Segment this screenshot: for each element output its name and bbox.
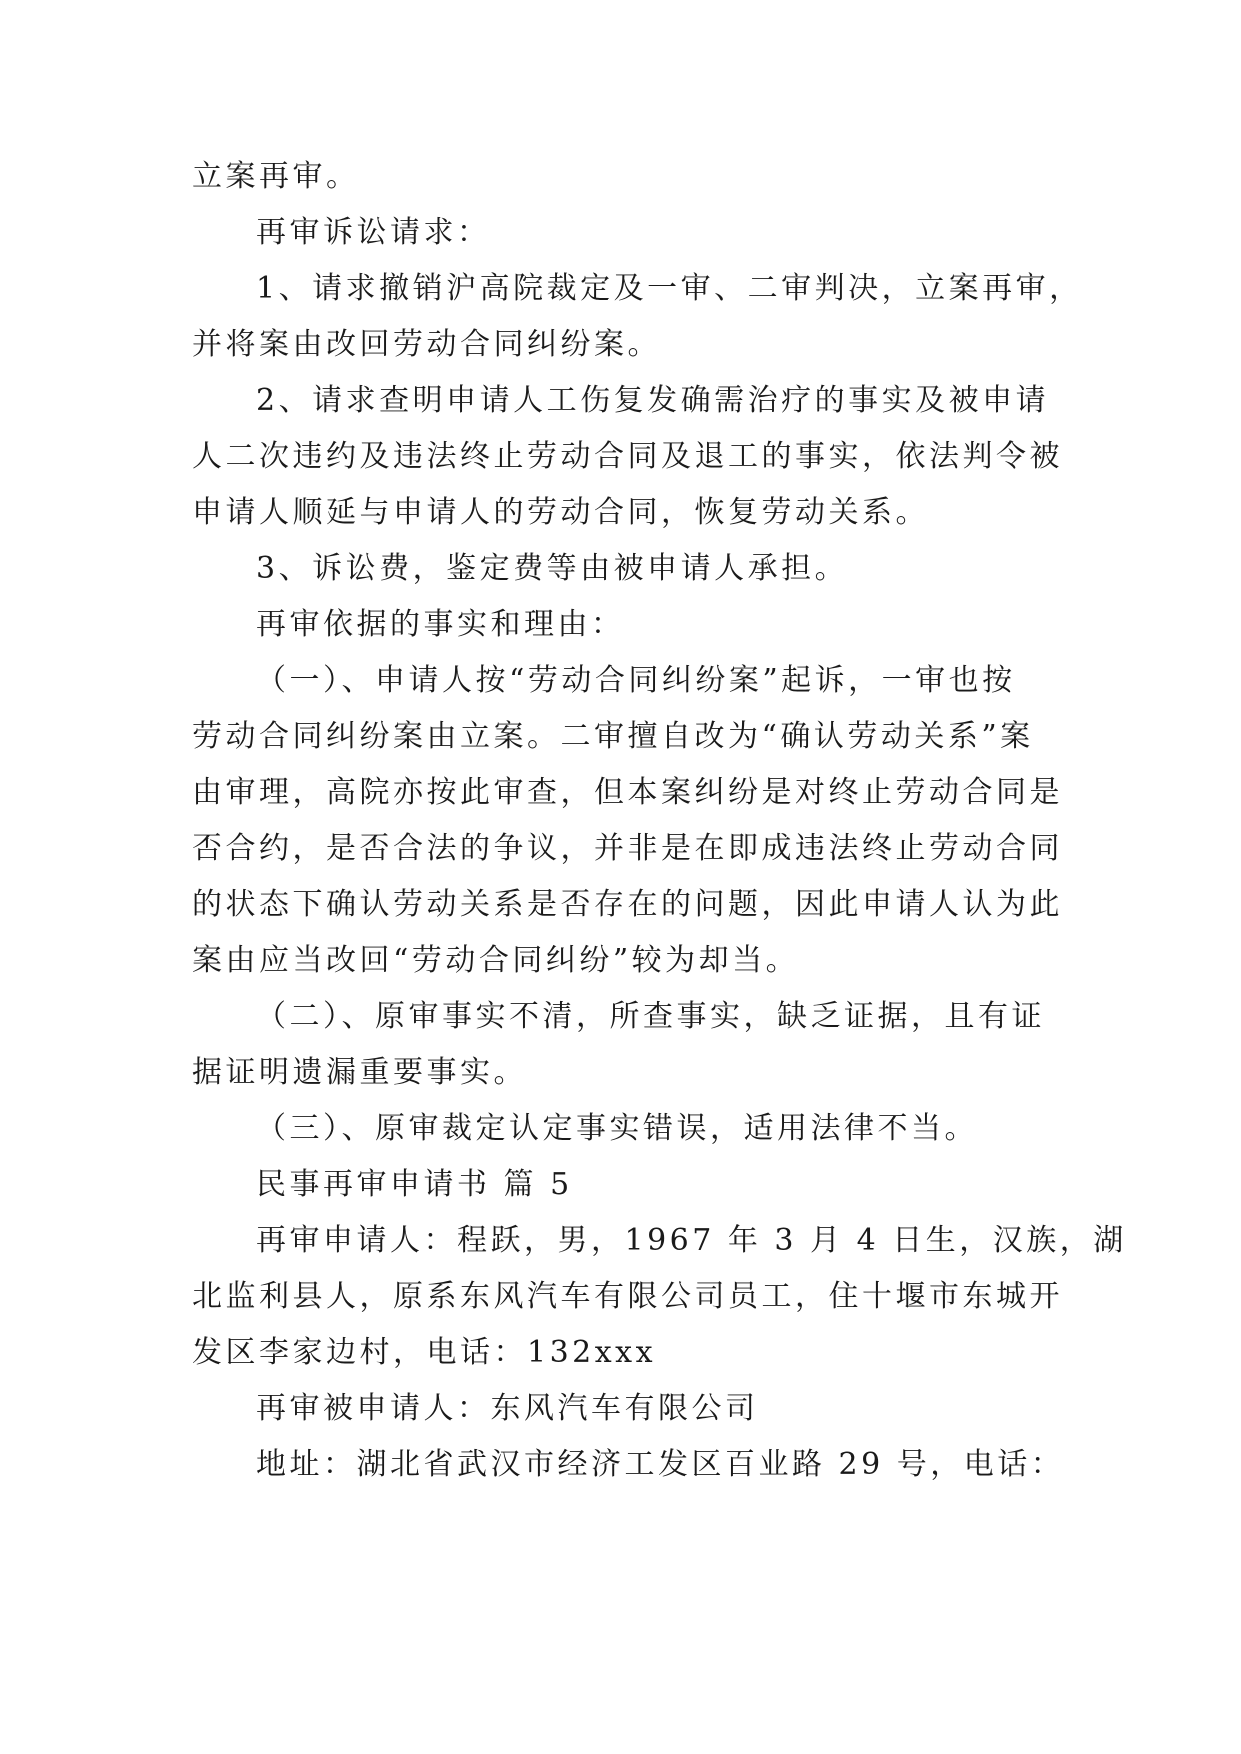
text-line: 据证明遗漏重要事实。	[192, 1055, 527, 1090]
text-line: 再审申请人：程跃，男，1967 年 3 月 4 日生，汉族，湖	[256, 1223, 1127, 1258]
article-title: 民事再审申请书 篇 5	[256, 1167, 573, 1202]
text-line: 人二次违约及违法终止劳动合同及退工的事实，依法判令被	[192, 439, 1063, 474]
text-line: 由审理，高院亦按此审查，但本案纠纷是对终止劳动合同是	[192, 775, 1063, 810]
text-line: 发区李家边村，电话：132xxx	[192, 1335, 657, 1370]
text-line: 否合约，是否合法的争议，并非是在即成违法终止劳动合同	[192, 831, 1063, 866]
text-line: （一）、申请人按“劳动合同纠纷案”起诉，一审也按	[256, 663, 1016, 698]
text-line: 并将案由改回劳动合同纠纷案。	[192, 327, 661, 362]
text-line: 地址：湖北省武汉市经济工发区百业路 29 号，电话：	[256, 1447, 1065, 1482]
text-line: 的状态下确认劳动关系是否存在的问题，因此申请人认为此	[192, 887, 1063, 922]
text-line: 2、请求查明申请人工伤复发确需治疗的事实及被申请	[256, 383, 1050, 418]
text-line: （三）、原审裁定认定事实错误，适用法律不当。	[256, 1111, 978, 1146]
text-line: 3、诉讼费，鉴定费等由被申请人承担。	[256, 551, 849, 586]
text-line: 北监利县人，原系东风汽车有限公司员工，住十堰市东城开	[192, 1279, 1063, 1314]
text-line: 案由应当改回“劳动合同纠纷”较为却当。	[192, 943, 800, 978]
text-line: 再审被申请人：东风汽车有限公司	[256, 1391, 759, 1426]
text-line: （二）、原审事实不清，所查事实，缺乏证据，且有证	[256, 999, 1045, 1034]
section-heading: 再审诉讼请求：	[256, 215, 491, 250]
text-line: 立案再审。	[192, 159, 360, 194]
section-heading: 再审依据的事实和理由：	[256, 607, 625, 642]
text-line: 申请人顺延与申请人的劳动合同，恢复劳动关系。	[192, 495, 929, 530]
text-line: 劳动合同纠纷案由立案。二审擅自改为“确认劳动关系”案	[192, 719, 1034, 754]
text-line: 1、请求撤销沪高院裁定及一审、二审判决，立案再审，	[256, 271, 1083, 306]
